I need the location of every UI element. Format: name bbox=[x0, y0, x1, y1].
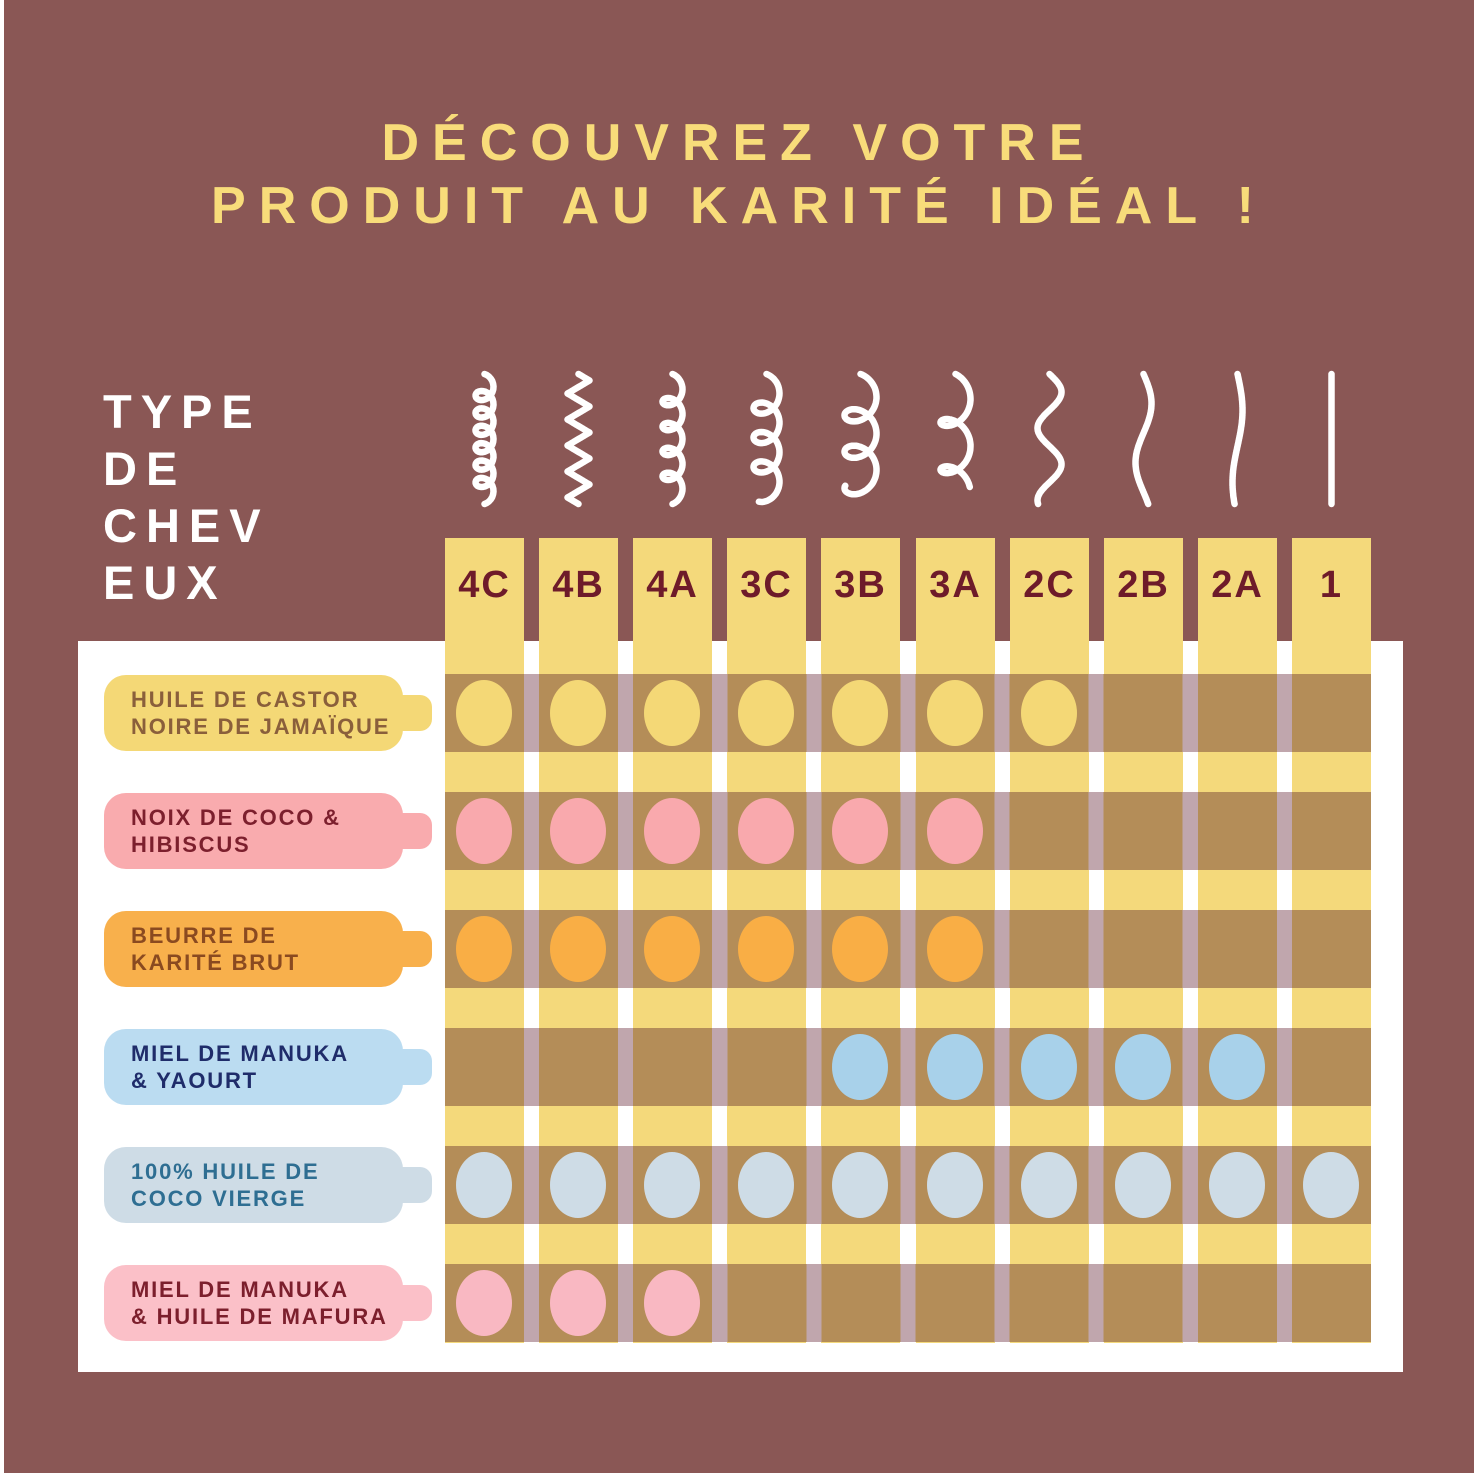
column-header-1: 1 bbox=[1319, 564, 1344, 606]
matrix-dot-noix-coco-hibiscus-3c bbox=[738, 798, 794, 864]
product-label-line: HUILE DE CASTOR bbox=[131, 687, 360, 712]
matrix-dot-beurre-karite-brut-4c bbox=[456, 916, 512, 982]
column-header-2a: 2A bbox=[1211, 564, 1264, 606]
matrix-dot-noix-coco-hibiscus-4b bbox=[550, 798, 606, 864]
frame-edge bbox=[0, 0, 4, 1478]
product-label-pill-miel-manuka-mafura bbox=[104, 1265, 403, 1341]
title-line-1: DÉCOUVREZ VOTRE bbox=[381, 114, 1097, 172]
bottle-cap-shape bbox=[402, 1167, 432, 1203]
frame-edge bbox=[1474, 0, 1478, 1478]
matrix-dot-huile-coco-vierge-4c bbox=[456, 1152, 512, 1218]
matrix-dot-miel-manuka-yaourt-3b bbox=[832, 1034, 888, 1100]
matrix-dot-miel-manuka-yaourt-2c bbox=[1021, 1034, 1077, 1100]
hair-curl-2c-icon bbox=[1010, 364, 1089, 514]
hair-curl-2a-icon bbox=[1198, 364, 1277, 514]
product-label-pill-beurre-karite-brut bbox=[104, 911, 403, 987]
product-label-text bbox=[131, 1040, 349, 1094]
matrix-dot-huile-castor-jamaique-3a bbox=[927, 680, 983, 746]
column-header-4a: 4A bbox=[646, 564, 699, 606]
hair-curl-4b-icon bbox=[539, 364, 618, 514]
bottle-cap-shape bbox=[402, 813, 432, 849]
product-label-line: COCO VIERGE bbox=[131, 1186, 307, 1211]
product-label-pill-huile-coco-vierge bbox=[104, 1147, 403, 1223]
matrix-dot-noix-coco-hibiscus-4c bbox=[456, 798, 512, 864]
matrix-dot-huile-coco-vierge-2a bbox=[1209, 1152, 1265, 1218]
product-label-text bbox=[131, 1276, 388, 1330]
axis-label-line: TYPE bbox=[103, 385, 262, 438]
matrix-dot-huile-coco-vierge-3a bbox=[927, 1152, 983, 1218]
bottle-cap-shape bbox=[402, 1049, 432, 1085]
hair-curl-4c-icon bbox=[445, 364, 524, 514]
matrix-dot-huile-coco-vierge-4a bbox=[644, 1152, 700, 1218]
column-header-4b: 4B bbox=[552, 564, 605, 606]
product-label-line: HIBISCUS bbox=[131, 832, 251, 857]
matrix-dot-noix-coco-hibiscus-3b bbox=[832, 798, 888, 864]
axis-label-line: DE bbox=[103, 442, 187, 495]
product-label-text bbox=[131, 922, 300, 976]
matrix-dot-huile-castor-jamaique-4c bbox=[456, 680, 512, 746]
column-header-2c: 2C bbox=[1023, 564, 1076, 606]
matrix-dot-huile-coco-vierge-3c bbox=[738, 1152, 794, 1218]
matrix-dot-beurre-karite-brut-4a bbox=[644, 916, 700, 982]
matrix-dot-beurre-karite-brut-4b bbox=[550, 916, 606, 982]
matrix-dot-huile-coco-vierge-3b bbox=[832, 1152, 888, 1218]
product-label-pill-noix-coco-hibiscus bbox=[104, 793, 403, 869]
product-label-pill-huile-castor-jamaique bbox=[104, 675, 403, 751]
hair-curl-2b-icon bbox=[1104, 364, 1183, 514]
matrix-dot-miel-manuka-mafura-4b bbox=[550, 1270, 606, 1336]
axis-label-line: EUX bbox=[103, 556, 227, 609]
bottle-cap-shape bbox=[402, 1285, 432, 1321]
matrix-dot-huile-castor-jamaique-2c bbox=[1021, 680, 1077, 746]
matrix-dot-huile-castor-jamaique-3c bbox=[738, 680, 794, 746]
matrix-dot-miel-manuka-mafura-4a bbox=[644, 1270, 700, 1336]
product-label-line: & HUILE DE MAFURA bbox=[131, 1304, 388, 1329]
product-label-line: NOIRE DE JAMAÏQUE bbox=[131, 714, 391, 739]
column-header-3a: 3A bbox=[929, 564, 982, 606]
matrix-dot-miel-manuka-yaourt-3a bbox=[927, 1034, 983, 1100]
matrix-dot-beurre-karite-brut-3a bbox=[927, 916, 983, 982]
matrix-dot-miel-manuka-yaourt-2b bbox=[1115, 1034, 1171, 1100]
product-label-line: BEURRE DE bbox=[131, 923, 277, 948]
product-label-text bbox=[131, 804, 341, 858]
matrix-dot-beurre-karite-brut-3b bbox=[832, 916, 888, 982]
column-header-3c: 3C bbox=[740, 564, 793, 606]
bottle-cap-shape bbox=[402, 695, 432, 731]
product-label-line: 100% HUILE DE bbox=[131, 1159, 320, 1184]
matrix-dot-noix-coco-hibiscus-3a bbox=[927, 798, 983, 864]
matrix-dot-miel-manuka-mafura-4c bbox=[456, 1270, 512, 1336]
matrix-dot-huile-coco-vierge-1 bbox=[1303, 1152, 1359, 1218]
matrix-dot-huile-castor-jamaique-4b bbox=[550, 680, 606, 746]
matrix-dot-noix-coco-hibiscus-4a bbox=[644, 798, 700, 864]
hair-curl-3b-icon bbox=[821, 364, 900, 514]
matrix-dot-huile-coco-vierge-2c bbox=[1021, 1152, 1077, 1218]
product-label-text bbox=[131, 686, 390, 740]
axis-label-line: CHEV bbox=[103, 499, 270, 552]
matrix-dot-huile-coco-vierge-2b bbox=[1115, 1152, 1171, 1218]
matrix-dot-huile-castor-jamaique-3b bbox=[832, 680, 888, 746]
hair-curl-3c-icon bbox=[727, 364, 806, 514]
product-label-line: KARITÉ BRUT bbox=[131, 950, 300, 975]
product-label-pill-miel-manuka-yaourt bbox=[104, 1029, 403, 1105]
column-header-4c: 4C bbox=[458, 564, 511, 606]
product-label-line: NOIX DE COCO & bbox=[131, 805, 341, 830]
column-header-3b: 3B bbox=[834, 564, 887, 606]
title-line-2: PRODUIT AU KARITÉ IDÉAL ! bbox=[211, 177, 1267, 235]
hair-curl-3a-icon bbox=[916, 364, 995, 514]
frame-edge bbox=[0, 1473, 1478, 1478]
hair-curl-1-icon bbox=[1292, 364, 1371, 514]
matrix-dot-huile-castor-jamaique-4a bbox=[644, 680, 700, 746]
matrix-dot-miel-manuka-yaourt-2a bbox=[1209, 1034, 1265, 1100]
product-label-line: MIEL DE MANUKA bbox=[131, 1277, 349, 1302]
matrix-dot-huile-coco-vierge-4b bbox=[550, 1152, 606, 1218]
product-label-line: MIEL DE MANUKA bbox=[131, 1041, 349, 1066]
bottle-cap-shape bbox=[402, 931, 432, 967]
matrix-dot-beurre-karite-brut-3c bbox=[738, 916, 794, 982]
product-label-text bbox=[131, 1158, 319, 1212]
hair-curl-4a-icon bbox=[633, 364, 712, 514]
column-header-2b: 2B bbox=[1117, 564, 1170, 606]
product-label-line: & YAOURT bbox=[131, 1068, 258, 1093]
